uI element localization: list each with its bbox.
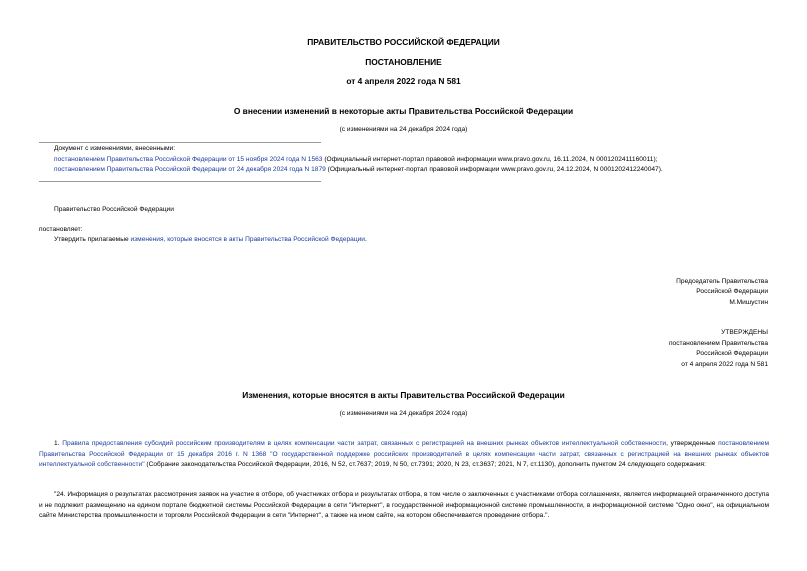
approved-line-2: постановлением Правительства (668, 339, 768, 347)
signature-line-1: Председатель Правительства (676, 278, 768, 285)
annex-revision-note: (с изменениями на 24 декабря 2024 года) (339, 410, 468, 417)
approved-line-4: от 4 апреля 2022 года N 581 (681, 360, 768, 368)
document-title: О внесении изменений в некоторые акты Правительства Российской Федерации (233, 106, 574, 116)
approved-line-1: УТВЕРЖДЕНЫ (721, 329, 768, 336)
government-line: Правительство Российской Федерации (54, 206, 174, 213)
approved-block (669, 328, 768, 370)
rules-link[interactable]: Правила предоставления субсидий российским производителям в целях компенсации части затрат, связанных с регистрацией на внешних рынках объектов интеллектуальной собственности (62, 440, 667, 447)
paragraph-1-end: (Собрание законодательства Российской Федерации, 2016, N 52, ст.7637; 2019, N 50, ст.7391; 2020, N 23, ст.3637; 2021, N 7, ст.1130), дополнить пунктом 24 следующего содержания: (144, 461, 706, 469)
header-date-number: от 4 апреля 2022 года N 581 (346, 76, 461, 86)
annex-title: Изменения, которые вносятся в акты Правительства Российской Федерации (242, 390, 565, 400)
approve-link[interactable]: изменения, которые вносятся в акты Правительства Российской Федерации (130, 236, 365, 243)
header-government: ПРАВИТЕЛЬСТВО РОССИЙСКОЙ ФЕДЕРАЦИИ (307, 37, 500, 47)
changes-item-2-source: (Официальный интернет-портал правовой информации www.pravo.gov.ru, 24.12.2024, N 0001202412240047). (325, 166, 663, 173)
changes-item-1-source: (Официальный интернет-портал правовой информации www.pravo.gov.ru, 16.11.2024, N 0001202411160011); (322, 156, 658, 163)
changes-item-1-link[interactable]: постановлением Правительства Российской Федерации от 15 ноября 2024 года N 1563 (54, 156, 323, 163)
signature-block (676, 277, 768, 308)
approved-line-3: Российской Федерации (696, 350, 768, 358)
signature-line-2: Российской Федерации (696, 288, 768, 296)
decides-line: постановляет: (39, 226, 83, 233)
approve-line (54, 236, 367, 243)
revision-note: (с изменениями на 24 декабря 2024 года) (339, 126, 468, 133)
annex-paragraph-2: "24. Информация о результатах рассмотрения заявок на участие в отборе, об участниках отбора и результатах отбора, в том числе о заключенных с участниками отбора соглашениях, является информацией ограниченного доступа и не подлежит размещению на едином портале бюджетной системы Российской Федерации в сети "Интернет", в государственной информационной системе промышленности, в информационной системе "Одно окно", на официальном сайте Министерства промышленности и торговли Российской Федерации в сети "Интернет", а также на ином сайте, на котором обеспечивается проведение отбора.". (39, 491, 769, 520)
changes-item-2-link[interactable]: постановлением Правительства Российской Федерации от 24 декабря 2024 года N 1879 (54, 166, 326, 173)
paragraph-1-number: 1. (54, 440, 63, 447)
annex-paragraph-1 (39, 439, 769, 471)
header-doc-type: ПОСТАНОВЛЕНИЕ (365, 57, 442, 67)
approve-suffix: . (364, 236, 367, 243)
decree-1368-link[interactable]: постановлением Правительства Российской Федерации от 15 декабря 2016 г. N 1368 "О государственной поддержке российских производителей в целях компенсации части затрат, связанных с регистрацией на внешних рынках объектов интеллектуальной собственности" (39, 440, 769, 469)
divider-top (39, 142, 321, 143)
paragraph-1-mid: , утвержденные (666, 440, 719, 447)
signature-line-3: М.Мишустин (729, 298, 768, 306)
changes-intro: Документ с изменениями, внесенными: (54, 145, 176, 152)
changes-item-2 (54, 166, 663, 173)
approve-prefix: Утвердить прилагаемые (54, 236, 131, 243)
divider-bottom (39, 181, 321, 182)
changes-item-1 (54, 156, 657, 163)
